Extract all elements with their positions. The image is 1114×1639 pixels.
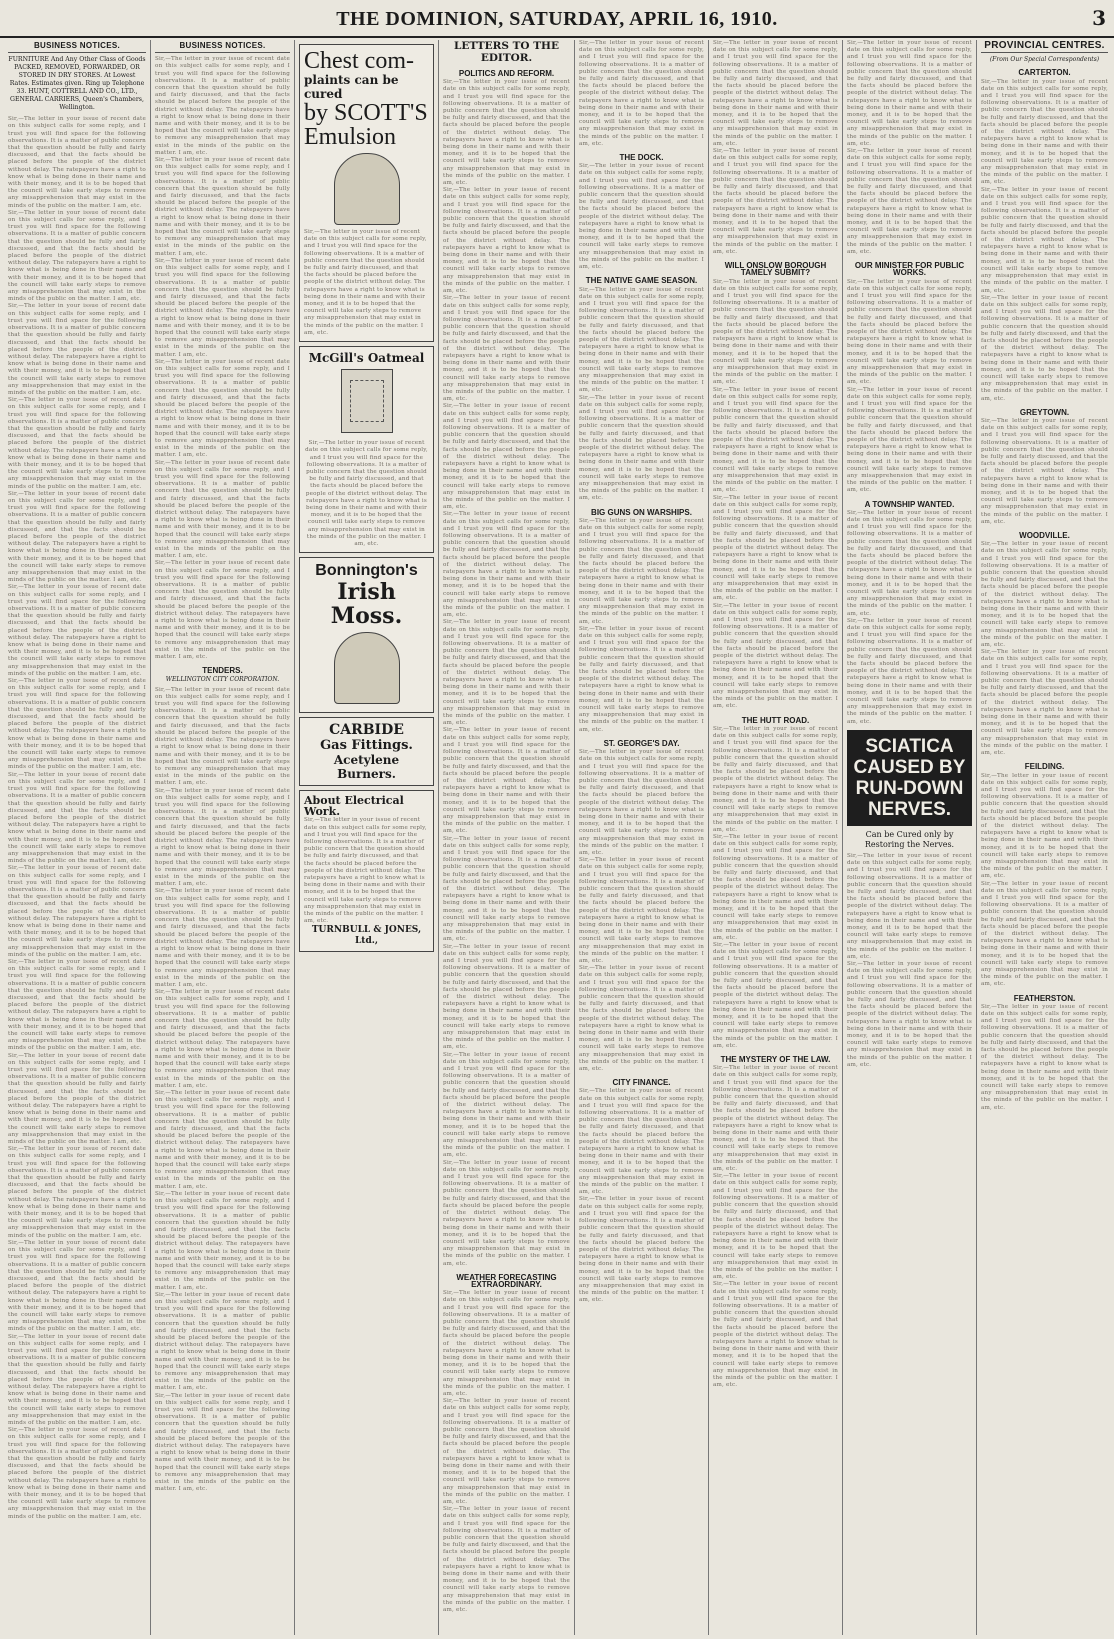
section-heading: BIG GUNS ON WARSHIPS. <box>591 507 692 517</box>
ad-subheading: Can be Cured only by Restoring the Nerves. <box>864 829 955 849</box>
section-heading: WILL ONSLOW BOROUGH TAMELY SUBMIT? <box>724 261 827 278</box>
column-1 <box>4 40 150 1635</box>
article-text: Sir,—The letter in your issue of recent date on this subject calls for some reply, and I trust you will find space for the following observations. It is a matter of public concern that the question should be fully and fairly discussed, and that the facts should be placed before the people of the district without delay. The ratepayers have a right to know what is being done in their name and with their money, and it is to be hoped that the council will take early steps to remove any misapprehension that may exist in the minds of the public on the matter. I am, etc. <box>443 1506 570 1614</box>
ad-headline: Emulsion <box>304 124 397 150</box>
article-text: Sir,—The letter in your issue of recent date on this subject calls for some reply, and I trust you will find space for the following observations. It is a matter of public concern that the question should be fully and fairly discussed, and that the facts should be placed before the people of the district without delay. The ratepayers have a right to know what is being done in their name and with their money, and it is to be hoped that the council will take early steps to remove any misapprehension that may exist in the minds of the public on the matter. I am, etc. <box>847 386 972 494</box>
article-text: Sir,—The letter in your issue of recent date on this subject calls for some reply, and I trust you will find space for the following observations. It is a matter of public concern that the question should be fully and fairly discussed, and that the facts should be placed before the people of the district without delay. The ratepayers have a right to know what is being done in their name and with their money, and it is to be hoped that the council will take early steps to remove any misapprehension that may exist in the minds of the public on the matter. I am, etc. <box>579 1088 704 1196</box>
classified-text: Sir,—The letter in your issue of recent date on this subject calls for some reply, and I trust you will find space for the following observations. It is a matter of public concern that the question should be fully and fairly discussed, and that the facts should be placed before the people of the district without delay. The ratepayers have a right to know what is being done in their name and with their money, and it is to be hoped that the council will take early steps to remove any misapprehension that may exist in the minds of the public on the matter. I am, etc. <box>8 1427 146 1520</box>
column-7 <box>842 40 976 1635</box>
article-text: Sir,—The letter in your issue of recent date on this subject calls for some reply, and I trust you will find space for the following observations. It is a matter of public concern that the question should be fully and fairly discussed, and that the facts should be placed before the people of the district without delay. The ratepayers have a right to know what is being done in their name and with their money, and it is to be hoped that the council will take early steps to remove any misapprehension that may exist in the minds of the public on the matter. I am, etc. <box>713 725 838 833</box>
article-text: Sir,—The letter in your issue of recent date on this subject calls for some reply, and I trust you will find space for the following observations. It is a matter of public concern that the question should be fully and fairly discussed, and that the facts should be placed before the people of the district without delay. The ratepayers have a right to know what is being done in their name and with their money, and it is to be hoped that the council will take early steps to remove any misapprehension that may exist in the minds of the public on the matter. I am, etc. <box>443 619 570 727</box>
article-text: Sir,—The letter in your issue of recent date on this subject calls for some reply, and I trust you will find space for the following observations. It is a matter of public concern that the question should be fully and fairly discussed, and that the facts should be placed before the people of the district without delay. The ratepayers have a right to know what is being done in their name and with their money, and it is to be hoped that the council will take early steps to remove any misapprehension that may exist in the minds of the public on the matter. I am, etc. <box>847 40 972 147</box>
column-5 <box>574 40 708 1635</box>
tenders-heading: TENDERS. <box>202 666 243 676</box>
tender-text: Sir,—The letter in your issue of recent date on this subject calls for some reply, and I trust you will find space for the following observations. It is a matter of public concern that the question should be fully and fairly discussed, and that the facts should be placed before the people of the district without delay. The ratepayers have a right to know what is being done in their name and with their money, and it is to be hoped that the council will take early steps to remove any misapprehension that may exist in the minds of the public on the matter. I am, etc. <box>155 686 290 787</box>
article-text: Sir,—The letter in your issue of recent date on this subject calls for some reply, and I trust you will find space for the following observations. It is a matter of public concern that the question should be fully and fairly discussed, and that the facts should be placed before the people of the district without delay. The ratepayers have a right to know what is being done in their name and with their money, and it is to be hoped that the council will take early steps to remove any misapprehension that may exist in the minds of the public on the matter. I am, etc. <box>713 833 838 941</box>
classified-text: Sir,—The letter in your issue of recent date on this subject calls for some reply, and I trust you will find space for the following observations. It is a matter of public concern that the question should be fully and fairly discussed, and that the facts should be placed before the people of the district without delay. The ratepayers have a right to know what is being done in their name and with their money, and it is to be hoped that the council will take early steps to remove any misapprehension that may exist in the minds of the public on the matter. I am, etc. <box>155 459 290 560</box>
masthead <box>0 0 1114 38</box>
section-heading: THE MYSTERY OF THE LAW. <box>720 1055 831 1065</box>
mcgills-oatmeal-ad <box>299 346 434 553</box>
article-text: Sir,—The letter in your issue of recent date on this subject calls for some reply, and I trust you will find space for the following observations. It is a matter of public concern that the question should be fully and fairly discussed, and that the facts should be placed before the people of the district without delay. The ratepayers have a right to know what is being done in their name and with their money, and it is to be hoped that the council will take early steps to remove any misapprehension that may exist in the minds of the public on the matter. I am, etc. <box>981 541 1108 649</box>
ad-title: About Electrical Work. <box>304 794 404 819</box>
ad-firm: TURNBULL & JONES, Ltd., <box>311 925 422 947</box>
classified-text: Sir,—The letter in your issue of recent date on this subject calls for some reply, and I trust you will find space for the following observations. It is a matter of public concern that the question should be fully and fairly discussed, and that the facts should be placed before the people of the district without delay. The ratepayers have a right to know what is being done in their name and with their money, and it is to be hoped that the council will take early steps to remove any misapprehension that may exist in the minds of the public on the matter. I am, etc. <box>155 358 290 459</box>
oatmeal-packet-icon <box>341 369 393 433</box>
article-text: Sir,—The letter in your issue of recent date on this subject calls for some reply, and I trust you will find space for the following observations. It is a matter of public concern that the question should be fully and fairly discussed, and that the facts should be placed before the people of the district without delay. The ratepayers have a right to know what is being done in their name and with their money, and it is to be hoped that the council will take early steps to remove any misapprehension that may exist in the minds of the public on the matter. I am, etc. <box>443 1051 570 1159</box>
classified-text: Sir,—The letter in your issue of recent date on this subject calls for some reply, and I trust you will find space for the following observations. It is a matter of public concern that the question should be fully and fairly discussed, and that the facts should be placed before the people of the district without delay. The ratepayers have a right to know what is being done in their name and with their money, and it is to be hoped that the council will take early steps to remove any misapprehension that may exist in the minds of the public on the matter. I am, etc. <box>155 257 290 358</box>
article-text: Sir,—The letter in your issue of recent date on this subject calls for some reply, and I trust you will find space for the following observations. It is a matter of public concern that the question should be fully and fairly discussed, and that the facts should be placed before the people of the district without delay. The ratepayers have a right to know what is being done in their name and with their money, and it is to be hoped that the council will take early steps to remove any misapprehension that may exist in the minds of the public on the matter. I am, etc. <box>713 494 838 602</box>
electrical-work-ad <box>299 790 434 952</box>
provincial-heading: PROVINCIAL CENTRES. <box>981 40 1108 53</box>
newspaper-title: THE DOMINION, SATURDAY, APRIL 16, 1910. <box>336 7 778 30</box>
section-heading: ST. GEORGE'S DAY. <box>603 738 680 748</box>
column-6 <box>708 40 842 1635</box>
ad-headline: RUN-DOWN NERVES. <box>855 777 964 820</box>
classified-text: Sir,—The letter in your issue of recent date on this subject calls for some reply, and I trust you will find space for the following observations. It is a matter of public concern that the question should be fully and fairly discussed, and that the facts should be placed before the people of the district without delay. The ratepayers have a right to know what is being done in their name and with their money, and it is to be hoped that the council will take early steps to remove any misapprehension that may exist in the minds of the public on the matter. I am, etc. <box>8 678 146 771</box>
classified-text: Sir,—The letter in your issue of recent date on this subject calls for some reply, and I trust you will find space for the following observations. It is a matter of public concern that the question should be fully and fairly discussed, and that the facts should be placed before the people of the district without delay. The ratepayers have a right to know what is being done in their name and with their money, and it is to be hoped that the council will take early steps to remove any misapprehension that may exist in the minds of the public on the matter. I am, etc. <box>8 584 146 677</box>
section-heading: OUR MINISTER FOR PUBLIC WORKS. <box>854 261 965 278</box>
scotts-emulsion-ad <box>299 44 434 342</box>
ad-title: Bonnington's <box>315 562 418 580</box>
article-text: Sir,—The letter in your issue of recent date on this subject calls for some reply, and I trust you will find space for the following observations. It is a matter of public concern that the question should be fully and fairly discussed, and that the facts should be placed before the people of the district without delay. The ratepayers have a right to know what is being done in their name and with their money, and it is to be hoped that the council will take early steps to remove any misapprehension that may exist in the minds of the public on the matter. I am, etc. <box>713 148 838 255</box>
ad-title: McGill's Oatmeal <box>308 351 425 366</box>
tender-text: Sir,—The letter in your issue of recent date on this subject calls for some reply, and I trust you will find space for the following observations. It is a matter of public concern that the question should be fully and fairly discussed, and that the facts should be placed before the people of the district without delay. The ratepayers have a right to know what is being done in their name and with their money, and it is to be hoped that the council will take early steps to remove any misapprehension that may exist in the minds of the public on the matter. I am, etc. <box>155 1190 290 1291</box>
masthead-rule <box>0 36 1114 38</box>
column-2 <box>150 40 294 1635</box>
section-heading: FEILDING. <box>1024 762 1065 772</box>
furniture-notice: FURNITURE And Any Other Class of Goods PACKED, REMOVED, FORWARDED, OR STORED IN DRY STORES. At Lowest Rates. Estimates given. Ring up Telephone 33. HUNT, COTTRELL AND CO., LTD., GENERAL CARRIERS, Queen's Chambers, Wellington. <box>8 56 146 112</box>
article-text: Sir,—The letter in your issue of recent date on this subject calls for some reply, and I trust you will find space for the following observations. It is a matter of public concern that the question should be fully and fairly discussed, and that the facts should be placed before the people of the district without delay. The ratepayers have a right to know what is being done in their name and with their money, and it is to be hoped that the council will take early steps to remove any misapprehension that may exist in the minds of the public on the matter. I am, etc. <box>847 617 972 725</box>
ad-text: Sir,—The letter in your issue of recent date on this subject calls for some reply, and I trust you will find space for the following observations. It is a matter of public concern that the question should be fully and fairly discussed, and that the facts should be placed before the people of the district without delay. The ratepayers have a right to know what is being done in their name and with their money, and it is to be hoped that the council will take early steps to remove any misapprehension that may exist in the minds of the public on the matter. I am, etc. <box>847 960 972 1068</box>
ad-text: Sir,—The letter in your issue of recent date on this subject calls for some reply, and I trust you will find space for the following observations. It is a matter of public concern that the question should be fully and fairly discussed, and that the facts should be placed before the people of the district without delay. The ratepayers have a right to know what is being done in their name and with their money, and it is to be hoped that the council will take early steps to remove any misapprehension that may exist in the minds of the public on the matter. I am, etc. <box>304 817 427 925</box>
column-3-adverts <box>294 40 438 1635</box>
provincial-subheading: (From Our Special Correspondents) <box>989 56 1100 64</box>
article-text: Sir,—The letter in your issue of recent date on this subject calls for some reply, and I trust you will find space for the following observations. It is a matter of public concern that the question should be fully and fairly discussed, and that the facts should be placed before the people of the district without delay. The ratepayers have a right to know what is being done in their name and with their money, and it is to be hoped that the council will take early steps to remove any misapprehension that may exist in the minds of the public on the matter. I am, etc. <box>981 78 1108 186</box>
article-text: Sir,—The letter in your issue of recent date on this subject calls for some reply, and I trust you will find space for the following observations. It is a matter of public concern that the question should be fully and fairly discussed, and that the facts should be placed before the people of the district without delay. The ratepayers have a right to know what is being done in their name and with their money, and it is to be hoped that the council will take early steps to remove any misapprehension that may exist in the minds of the public on the matter. I am, etc. <box>579 965 704 1073</box>
ad-text: Sir,—The letter in your issue of recent date on this subject calls for some reply, and I trust you will find space for the following observations. It is a matter of public concern that the question should be fully and fairly discussed, and that the facts should be placed before the people of the district without delay. The ratepayers have a right to know what is being done in their name and with their money, and it is to be hoped that the council will take early steps to remove any misapprehension that may exist in the minds of the public on the matter. I am, etc. <box>305 440 428 548</box>
section-heading: CARTERTON. <box>1018 68 1071 78</box>
classified-text: Sir,—The letter in your issue of recent date on this subject calls for some reply, and I trust you will find space for the following observations. It is a matter of public concern that the question should be fully and fairly discussed, and that the facts should be placed before the people of the district without delay. The ratepayers have a right to know what is being done in their name and with their money, and it is to be hoped that the council will take early steps to remove any misapprehension that may exist in the minds of the public on the matter. I am, etc. <box>155 56 290 156</box>
classified-text: Sir,—The letter in your issue of recent date on this subject calls for some reply, and I trust you will find space for the following observations. It is a matter of public concern that the question should be fully and fairly discussed, and that the facts should be placed before the people of the district without delay. The ratepayers have a right to know what is being done in their name and with their money, and it is to be hoped that the council will take early steps to remove any misapprehension that may exist in the minds of the public on the matter. I am, etc. <box>155 157 290 257</box>
article-text: Sir,—The letter in your issue of recent date on this subject calls for some reply, and I trust you will find space for the following observations. It is a matter of public concern that the question should be fully and fairly discussed, and that the facts should be placed before the people of the district without delay. The ratepayers have a right to know what is being done in their name and with their money, and it is to be hoped that the council will take early steps to remove any misapprehension that may exist in the minds of the public on the matter. I am, etc. <box>443 727 570 835</box>
classified-text: Sir,—The letter in your issue of recent date on this subject calls for some reply, and I trust you will find space for the following observations. It is a matter of public concern that the question should be fully and fairly discussed, and that the facts should be placed before the people of the district without delay. The ratepayers have a right to know what is being done in their name and with their money, and it is to be hoped that the council will take early steps to remove any misapprehension that may exist in the minds of the public on the matter. I am, etc. <box>8 397 146 490</box>
tenders-subheading: WELLINGTON CITY CORPORATION. <box>165 676 280 684</box>
article-text: Sir,—The letter in your issue of recent date on this subject calls for some reply, and I trust you will find space for the following observations. It is a matter of public concern that the question should be fully and fairly discussed, and that the facts should be placed before the people of the district without delay. The ratepayers have a right to know what is being done in their name and with their money, and it is to be hoped that the council will take early steps to remove any misapprehension that may exist in the minds of the public on the matter. I am, etc. <box>579 749 704 856</box>
section-heading: CITY FINANCE. <box>612 1078 671 1088</box>
article-text: Sir,—The letter in your issue of recent date on this subject calls for some reply, and I trust you will find space for the following observations. It is a matter of public concern that the question should be fully and fairly discussed, and that the facts should be placed before the people of the district without delay. The ratepayers have a right to know what is being done in their name and with their money, and it is to be hoped that the council will take early steps to remove any misapprehension that may exist in the minds of the public on the matter. I am, etc. <box>579 625 704 733</box>
classified-text: Sir,—The letter in your issue of recent date on this subject calls for some reply, and I trust you will find space for the following observations. It is a matter of public concern that the question should be fully and fairly discussed, and that the facts should be placed before the people of the district without delay. The ratepayers have a right to know what is being done in their name and with their money, and it is to be hoped that the council will take early steps to remove any misapprehension that may exist in the minds of the public on the matter. I am, etc. <box>8 1333 146 1426</box>
article-text: Sir,—The letter in your issue of recent date on this subject calls for some reply, and I trust you will find space for the following observations. It is a matter of public concern that the question should be fully and fairly discussed, and that the facts should be placed before the people of the district without delay. The ratepayers have a right to know what is being done in their name and with their money, and it is to be hoped that the council will take early steps to remove any misapprehension that may exist in the minds of the public on the matter. I am, etc. <box>443 835 570 943</box>
classified-text: Sir,—The letter in your issue of recent date on this subject calls for some reply, and I trust you will find space for the following observations. It is a matter of public concern that the question should be fully and fairly discussed, and that the facts should be placed before the people of the district without delay. The ratepayers have a right to know what is being done in their name and with their money, and it is to be hoped that the council will take early steps to remove any misapprehension that may exist in the minds of the public on the matter. I am, etc. <box>8 116 146 209</box>
classified-text: Sir,—The letter in your issue of recent date on this subject calls for some reply, and I trust you will find space for the following observations. It is a matter of public concern that the question should be fully and fairly discussed, and that the facts should be placed before the people of the district without delay. The ratepayers have a right to know what is being done in their name and with their money, and it is to be hoped that the council will take early steps to remove any misapprehension that may exist in the minds of the public on the matter. I am, etc. <box>8 1239 146 1333</box>
article-text: Sir,—The letter in your issue of recent date on this subject calls for some reply, and I trust you will find space for the following observations. It is a matter of public concern that the question should be fully and fairly discussed, and that the facts should be placed before the people of the district without delay. The ratepayers have a right to know what is being done in their name and with their money, and it is to be hoped that the council will take early steps to remove any misapprehension that may exist in the minds of the public on the matter. I am, etc. <box>713 1281 838 1389</box>
article-text: Sir,—The letter in your issue of recent date on this subject calls for some reply, and I trust you will find space for the following observations. It is a matter of public concern that the question should be fully and fairly discussed, and that the facts should be placed before the people of the district without delay. The ratepayers have a right to know what is being done in their name and with their money, and it is to be hoped that the council will take early steps to remove any misapprehension that may exist in the minds of the public on the matter. I am, etc. <box>579 857 704 964</box>
article-text: Sir,—The letter in your issue of recent date on this subject calls for some reply, and I trust you will find space for the following observations. It is a matter of public concern that the question should be fully and fairly discussed, and that the facts should be placed before the people of the district without delay. The ratepayers have a right to know what is being done in their name and with their money, and it is to be hoped that the council will take early steps to remove any misapprehension that may exist in the minds of the public on the matter. I am, etc. <box>579 1196 704 1304</box>
article-text: Sir,—The letter in your issue of recent date on this subject calls for some reply, and I trust you will find space for the following observations. It is a matter of public concern that the question should be fully and fairly discussed, and that the facts should be placed before the people of the district without delay. The ratepayers have a right to know what is being done in their name and with their money, and it is to be hoped that the council will take early steps to remove any misapprehension that may exist in the minds of the public on the matter. I am, etc. <box>443 403 570 511</box>
article-text: Sir,—The letter in your issue of recent date on this subject calls for some reply, and I trust you will find space for the following observations. It is a matter of public concern that the question should be fully and fairly discussed, and that the facts should be placed before the people of the district without delay. The ratepayers have a right to know what is being done in their name and with their money, and it is to be hoped that the council will take early steps to remove any misapprehension that may exist in the minds of the public on the matter. I am, etc. <box>579 163 704 271</box>
carbide-gas-fittings-ad <box>299 717 434 786</box>
tender-text: Sir,—The letter in your issue of recent date on this subject calls for some reply, and I trust you will find space for the following observations. It is a matter of public concern that the question should be fully and fairly discussed, and that the facts should be placed before the people of the district without delay. The ratepayers have a right to know what is being done in their name and with their money, and it is to be hoped that the council will take early steps to remove any misapprehension that may exist in the minds of the public on the matter. I am, etc. <box>155 1392 290 1493</box>
ad-line: Acetylene Burners. <box>333 753 400 782</box>
article-text: Sir,—The letter in your issue of recent date on this subject calls for some reply, and I trust you will find space for the following observations. It is a matter of public concern that the question should be fully and fairly discussed, and that the facts should be placed before the people of the district without delay. The ratepayers have a right to know what is being done in their name and with their money, and it is to be hoped that the council will take early steps to remove any misapprehension that may exist in the minds of the public on the matter. I am, etc. <box>713 1173 838 1281</box>
letters-heading: LETTERS TO THE EDITOR. <box>454 40 559 64</box>
article-text: Sir,—The letter in your issue of recent date on this subject calls for some reply, and I trust you will find space for the following observations. It is a matter of public concern that the question should be fully and fairly discussed, and that the facts should be placed before the people of the district without delay. The ratepayers have a right to know what is being done in their name and with their money, and it is to be hoped that the council will take early steps to remove any misapprehension that may exist in the minds of the public on the matter. I am, etc. <box>847 278 972 386</box>
section-heading: POLITICS AND REFORM. <box>458 69 555 78</box>
classified-text: Sir,—The letter in your issue of recent date on this subject calls for some reply, and I trust you will find space for the following observations. It is a matter of public concern that the question should be fully and fairly discussed, and that the facts should be placed before the people of the district without delay. The ratepayers have a right to know what is being done in their name and with their money, and it is to be hoped that the council will take early steps to remove any misapprehension that may exist in the minds of the public on the matter. I am, etc. <box>8 1146 146 1239</box>
advert-illustration <box>334 632 400 704</box>
article-text: Sir,—The letter in your issue of recent date on this subject calls for some reply, and I trust you will find space for the following observations. It is a matter of public concern that the question should be fully and fairly discussed, and that the facts should be placed before the people of the district without delay. The ratepayers have a right to know what is being done in their name and with their money, and it is to be hoped that the council will take early steps to remove any misapprehension that may exist in the minds of the public on the matter. I am, etc. <box>713 602 838 710</box>
page-number: 3 <box>1092 6 1106 30</box>
ad-headline: SCIATICA CAUSED BY <box>853 735 966 778</box>
tender-text: Sir,—The letter in your issue of recent date on this subject calls for some reply, and I trust you will find space for the following observations. It is a matter of public concern that the question should be fully and fairly discussed, and that the facts should be placed before the people of the district without delay. The ratepayers have a right to know what is being done in their name and with their money, and it is to be hoped that the council will take early steps to remove any misapprehension that may exist in the minds of the public on the matter. I am, etc. <box>155 1090 290 1190</box>
article-text: Sir,—The letter in your issue of recent date on this subject calls for some reply, and I trust you will find space for the following observations. It is a matter of public concern that the question should be fully and fairly discussed, and that the facts should be placed before the people of the district without delay. The ratepayers have a right to know what is being done in their name and with their money, and it is to be hoped that the council will take early steps to remove any misapprehension that may exist in the minds of the public on the matter. I am, etc. <box>443 1290 570 1397</box>
tender-text: Sir,—The letter in your issue of recent date on this subject calls for some reply, and I trust you will find space for the following observations. It is a matter of public concern that the question should be fully and fairly discussed, and that the facts should be placed before the people of the district without delay. The ratepayers have a right to know what is being done in their name and with their money, and it is to be hoped that the council will take early steps to remove any misapprehension that may exist in the minds of the public on the matter. I am, etc. <box>155 1291 290 1392</box>
article-text: Sir,—The letter in your issue of recent date on this subject calls for some reply, and I trust you will find space for the following observations. It is a matter of public concern that the question should be fully and fairly discussed, and that the facts should be placed before the people of the district without delay. The ratepayers have a right to know what is being done in their name and with their money, and it is to be hoped that the council will take early steps to remove any misapprehension that may exist in the minds of the public on the matter. I am, etc. <box>579 517 704 625</box>
ad-headline: plaints can be cured <box>304 73 399 101</box>
classified-text: Sir,—The letter in your issue of recent date on this subject calls for some reply, and I trust you will find space for the following observations. It is a matter of public concern that the question should be fully and fairly discussed, and that the facts should be placed before the people of the district without delay. The ratepayers have a right to know what is being done in their name and with their money, and it is to be hoped that the council will take early steps to remove any misapprehension that may exist in the minds of the public on the matter. I am, etc. <box>8 209 146 303</box>
ad-text: Sir,—The letter in your issue of recent date on this subject calls for some reply, and I trust you will find space for the following observations. It is a matter of public concern that the question should be fully and fairly discussed, and that the facts should be placed before the people of the district without delay. The ratepayers have a right to know what is being done in their name and with their money, and it is to be hoped that the council will take early steps to remove any misapprehension that may exist in the minds of the public on the matter. I am, etc. <box>304 229 427 336</box>
section-heading: WOODVILLE. <box>1019 531 1070 540</box>
article-text: Sir,—The letter in your issue of recent date on this subject calls for some reply, and I trust you will find space for the following observations. It is a matter of public concern that the question should be fully and fairly discussed, and that the facts should be placed before the people of the district without delay. The ratepayers have a right to know what is being done in their name and with their money, and it is to be hoped that the council will take early steps to remove any misapprehension that may exist in the minds of the public on the matter. I am, etc. <box>443 511 570 619</box>
sciatica-ad-headline <box>847 730 972 826</box>
classified-text: Sir,—The letter in your issue of recent date on this subject calls for some reply, and I trust you will find space for the following observations. It is a matter of public concern that the question should be fully and fairly discussed, and that the facts should be placed before the people of the district without delay. The ratepayers have a right to know what is being done in their name and with their money, and it is to be hoped that the council will take early steps to remove any misapprehension that may exist in the minds of the public on the matter. I am, etc. <box>8 958 146 1052</box>
ad-headline: by SCOTT'S <box>304 100 428 126</box>
ad-text: Sir,—The letter in your issue of recent date on this subject calls for some reply, and I trust you will find space for the following observations. It is a matter of public concern that the question should be fully and fairly discussed, and that the facts should be placed before the people of the district without delay. The ratepayers have a right to know what is being done in their name and with their money, and it is to be hoped that the council will take early steps to remove any misapprehension that may exist in the minds of the public on the matter. I am, etc. <box>847 852 972 960</box>
bonningtons-irish-moss-ad <box>299 557 434 713</box>
article-text: Sir,—The letter in your issue of recent date on this subject calls for some reply, and I trust you will find space for the following observations. It is a matter of public concern that the question should be fully and fairly discussed, and that the facts should be placed before the people of the district without delay. The ratepayers have a right to know what is being done in their name and with their money, and it is to be hoped that the council will take early steps to remove any misapprehension that may exist in the minds of the public on the matter. I am, etc. <box>713 386 838 494</box>
article-text: Sir,—The letter in your issue of recent date on this subject calls for some reply, and I trust you will find space for the following observations. It is a matter of public concern that the question should be fully and fairly discussed, and that the facts should be placed before the people of the district without delay. The ratepayers have a right to know what is being done in their name and with their money, and it is to be hoped that the council will take early steps to remove any misapprehension that may exist in the minds of the public on the matter. I am, etc. <box>713 941 838 1049</box>
ad-line: Gas Fittings. <box>320 738 413 754</box>
classified-text: Sir,—The letter in your issue of recent date on this subject calls for some reply, and I trust you will find space for the following observations. It is a matter of public concern that the question should be fully and fairly discussed, and that the facts should be placed before the people of the district without delay. The ratepayers have a right to know what is being done in their name and with their money, and it is to be hoped that the council will take early steps to remove any misapprehension that may exist in the minds of the public on the matter. I am, etc. <box>8 303 146 396</box>
tender-text: Sir,—The letter in your issue of recent date on this subject calls for some reply, and I trust you will find space for the following observations. It is a matter of public concern that the question should be fully and fairly discussed, and that the facts should be placed before the people of the district without delay. The ratepayers have a right to know what is being done in their name and with their money, and it is to be hoped that the council will take early steps to remove any misapprehension that may exist in the minds of the public on the matter. I am, etc. <box>155 888 290 988</box>
ad-headline: Chest com- <box>304 48 414 74</box>
article-text: Sir,—The letter in your issue of recent date on this subject calls for some reply, and I trust you will find space for the following observations. It is a matter of public concern that the question should be fully and fairly discussed, and that the facts should be placed before the people of the district without delay. The ratepayers have a right to know what is being done in their name and with their money, and it is to be hoped that the council will take early steps to remove any misapprehension that may exist in the minds of the public on the matter. I am, etc. <box>981 186 1108 294</box>
ad-title: CARBIDE <box>329 722 404 739</box>
section-heading: THE NATIVE GAME SEASON. <box>585 276 698 286</box>
article-text: Sir,—The letter in your issue of recent date on this subject calls for some reply, and I trust you will find space for the following observations. It is a matter of public concern that the question should be fully and fairly discussed, and that the facts should be placed before the people of the district without delay. The ratepayers have a right to know what is being done in their name and with their money, and it is to be hoped that the council will take early steps to remove any misapprehension that may exist in the minds of the public on the matter. I am, etc. <box>579 394 704 502</box>
advert-illustration <box>334 153 400 225</box>
column-1-heading: BUSINESS NOTICES. <box>8 40 146 53</box>
tender-text: Sir,—The letter in your issue of recent date on this subject calls for some reply, and I trust you will find space for the following observations. It is a matter of public concern that the question should be fully and fairly discussed, and that the facts should be placed before the people of the district without delay. The ratepayers have a right to know what is being done in their name and with their money, and it is to be hoped that the council will take early steps to remove any misapprehension that may exist in the minds of the public on the matter. I am, etc. <box>155 787 290 888</box>
section-heading: FEATHERSTON. <box>1013 993 1076 1003</box>
classified-text: Sir,—The letter in your issue of recent date on this subject calls for some reply, and I trust you will find space for the following observations. It is a matter of public concern that the question should be fully and fairly discussed, and that the facts should be placed before the people of the district without delay. The ratepayers have a right to know what is being done in their name and with their money, and it is to be hoped that the council will take early steps to remove any misapprehension that may exist in the minds of the public on the matter. I am, etc. <box>8 490 146 584</box>
article-text: Sir,—The letter in your issue of recent date on this subject calls for some reply, and I trust you will find space for the following observations. It is a matter of public concern that the question should be fully and fairly discussed, and that the facts should be placed before the people of the district without delay. The ratepayers have a right to know what is being done in their name and with their money, and it is to be hoped that the council will take early steps to remove any misapprehension that may exist in the minds of the public on the matter. I am, etc. <box>847 148 972 255</box>
column-2-heading: BUSINESS NOTICES. <box>155 40 290 53</box>
article-text: Sir,—The letter in your issue of recent date on this subject calls for some reply, and I trust you will find space for the following observations. It is a matter of public concern that the question should be fully and fairly discussed, and that the facts should be placed before the people of the district without delay. The ratepayers have a right to know what is being done in their name and with their money, and it is to be hoped that the council will take early steps to remove any misapprehension that may exist in the minds of the public on the matter. I am, etc. <box>443 943 570 1051</box>
section-heading: THE DOCK. <box>619 153 664 163</box>
section-heading: THE HUTT ROAD. <box>741 715 810 725</box>
article-text: Sir,—The letter in your issue of recent date on this subject calls for some reply, and I trust you will find space for the following observations. It is a matter of public concern that the question should be fully and fairly discussed, and that the facts should be placed before the people of the district without delay. The ratepayers have a right to know what is being done in their name and with their money, and it is to be hoped that the council will take early steps to remove any misapprehension that may exist in the minds of the public on the matter. I am, etc. <box>579 286 704 394</box>
article-text: Sir,—The letter in your issue of recent date on this subject calls for some reply, and I trust you will find space for the following observations. It is a matter of public concern that the question should be fully and fairly discussed, and that the facts should be placed before the people of the district without delay. The ratepayers have a right to know what is being done in their name and with their money, and it is to be hoped that the council will take early steps to remove any misapprehension that may exist in the minds of the public on the matter. I am, etc. <box>981 772 1108 880</box>
article-text: Sir,—The letter in your issue of recent date on this subject calls for some reply, and I trust you will find space for the following observations. It is a matter of public concern that the question should be fully and fairly discussed, and that the facts should be placed before the people of the district without delay. The ratepayers have a right to know what is being done in their name and with their money, and it is to be hoped that the council will take early steps to remove any misapprehension that may exist in the minds of the public on the matter. I am, etc. <box>981 417 1108 525</box>
ad-subtitle: Irish Moss. <box>330 579 403 630</box>
article-text: Sir,—The letter in your issue of recent date on this subject calls for some reply, and I trust you will find space for the following observations. It is a matter of public concern that the question should be fully and fairly discussed, and that the facts should be placed before the people of the district without delay. The ratepayers have a right to know what is being done in their name and with their money, and it is to be hoped that the council will take early steps to remove any misapprehension that may exist in the minds of the public on the matter. I am, etc. <box>981 880 1108 988</box>
article-text: Sir,—The letter in your issue of recent date on this subject calls for some reply, and I trust you will find space for the following observations. It is a matter of public concern that the question should be fully and fairly discussed, and that the facts should be placed before the people of the district without delay. The ratepayers have a right to know what is being done in their name and with their money, and it is to be hoped that the council will take early steps to remove any misapprehension that may exist in the minds of the public on the matter. I am, etc. <box>443 1159 570 1267</box>
section-heading: WEATHER FORECASTING EXTRAORDINARY. <box>456 1272 557 1289</box>
article-text: Sir,—The letter in your issue of recent date on this subject calls for some reply, and I trust you will find space for the following observations. It is a matter of public concern that the question should be fully and fairly discussed, and that the facts should be placed before the people of the district without delay. The ratepayers have a right to know what is being done in their name and with their money, and it is to be hoped that the council will take early steps to remove any misapprehension that may exist in the minds of the public on the matter. I am, etc. <box>981 649 1108 757</box>
classified-text: Sir,—The letter in your issue of recent date on this subject calls for some reply, and I trust you will find space for the following observations. It is a matter of public concern that the question should be fully and fairly discussed, and that the facts should be placed before the people of the district without delay. The ratepayers have a right to know what is being done in their name and with their money, and it is to be hoped that the council will take early steps to remove any misapprehension that may exist in the minds of the public on the matter. I am, etc. <box>155 560 290 661</box>
article-text: Sir,—The letter in your issue of recent date on this subject calls for some reply, and I trust you will find space for the following observations. It is a matter of public concern that the question should be fully and fairly discussed, and that the facts should be placed before the people of the district without delay. The ratepayers have a right to know what is being done in their name and with their money, and it is to be hoped that the council will take early steps to remove any misapprehension that may exist in the minds of the public on the matter. I am, etc. <box>443 187 570 295</box>
article-text: Sir,—The letter in your issue of recent date on this subject calls for some reply, and I trust you will find space for the following observations. It is a matter of public concern that the question should be fully and fairly discussed, and that the facts should be placed before the people of the district without delay. The ratepayers have a right to know what is being done in their name and with their money, and it is to be hoped that the council will take early steps to remove any misapprehension that may exist in the minds of the public on the matter. I am, etc. <box>713 278 838 386</box>
article-text: Sir,—The letter in your issue of recent date on this subject calls for some reply, and I trust you will find space for the following observations. It is a matter of public concern that the question should be fully and fairly discussed, and that the facts should be placed before the people of the district without delay. The ratepayers have a right to know what is being done in their name and with their money, and it is to be hoped that the council will take early steps to remove any misapprehension that may exist in the minds of the public on the matter. I am, etc. <box>981 294 1108 402</box>
column-8 <box>976 40 1112 1635</box>
article-text: Sir,—The letter in your issue of recent date on this subject calls for some reply, and I trust you will find space for the following observations. It is a matter of public concern that the question should be fully and fairly discussed, and that the facts should be placed before the people of the district without delay. The ratepayers have a right to know what is being done in their name and with their money, and it is to be hoped that the council will take early steps to remove any misapprehension that may exist in the minds of the public on the matter. I am, etc. <box>847 509 972 617</box>
classified-text: Sir,—The letter in your issue of recent date on this subject calls for some reply, and I trust you will find space for the following observations. It is a matter of public concern that the question should be fully and fairly discussed, and that the facts should be placed before the people of the district without delay. The ratepayers have a right to know what is being done in their name and with their money, and it is to be hoped that the council will take early steps to remove any misapprehension that may exist in the minds of the public on the matter. I am, etc. <box>8 771 146 865</box>
article-text: Sir,—The letter in your issue of recent date on this subject calls for some reply, and I trust you will find space for the following observations. It is a matter of public concern that the question should be fully and fairly discussed, and that the facts should be placed before the people of the district without delay. The ratepayers have a right to know what is being done in their name and with their money, and it is to be hoped that the council will take early steps to remove any misapprehension that may exist in the minds of the public on the matter. I am, etc. <box>443 1398 570 1506</box>
article-text: Sir,—The letter in your issue of recent date on this subject calls for some reply, and I trust you will find space for the following observations. It is a matter of public concern that the question should be fully and fairly discussed, and that the facts should be placed before the people of the district without delay. The ratepayers have a right to know what is being done in their name and with their money, and it is to be hoped that the council will take early steps to remove any misapprehension that may exist in the minds of the public on the matter. I am, etc. <box>443 79 570 187</box>
article-text: Sir,—The letter in your issue of recent date on this subject calls for some reply, and I trust you will find space for the following observations. It is a matter of public concern that the question should be fully and fairly discussed, and that the facts should be placed before the people of the district without delay. The ratepayers have a right to know what is being done in their name and with their money, and it is to be hoped that the council will take early steps to remove any misapprehension that may exist in the minds of the public on the matter. I am, etc. <box>579 40 704 147</box>
tender-text: Sir,—The letter in your issue of recent date on this subject calls for some reply, and I trust you will find space for the following observations. It is a matter of public concern that the question should be fully and fairly discussed, and that the facts should be placed before the people of the district without delay. The ratepayers have a right to know what is being done in their name and with their money, and it is to be hoped that the council will take early steps to remove any misapprehension that may exist in the minds of the public on the matter. I am, etc. <box>155 989 290 1089</box>
article-text: Sir,—The letter in your issue of recent date on this subject calls for some reply, and I trust you will find space for the following observations. It is a matter of public concern that the question should be fully and fairly discussed, and that the facts should be placed before the people of the district without delay. The ratepayers have a right to know what is being done in their name and with their money, and it is to be hoped that the council will take early steps to remove any misapprehension that may exist in the minds of the public on the matter. I am, etc. <box>981 1003 1108 1111</box>
classified-text: Sir,—The letter in your issue of recent date on this subject calls for some reply, and I trust you will find space for the following observations. It is a matter of public concern that the question should be fully and fairly discussed, and that the facts should be placed before the people of the district without delay. The ratepayers have a right to know what is being done in their name and with their money, and it is to be hoped that the council will take early steps to remove any misapprehension that may exist in the minds of the public on the matter. I am, etc. <box>8 1052 146 1146</box>
section-heading: A TOWNSHIP WANTED. <box>864 499 955 509</box>
article-text: Sir,—The letter in your issue of recent date on this subject calls for some reply, and I trust you will find space for the following observations. It is a matter of public concern that the question should be fully and fairly discussed, and that the facts should be placed before the people of the district without delay. The ratepayers have a right to know what is being done in their name and with their money, and it is to be hoped that the council will take early steps to remove any misapprehension that may exist in the minds of the public on the matter. I am, etc. <box>713 40 838 147</box>
section-heading: GREYTOWN. <box>1019 407 1070 417</box>
classified-text: Sir,—The letter in your issue of recent date on this subject calls for some reply, and I trust you will find space for the following observations. It is a matter of public concern that the question should be fully and fairly discussed, and that the facts should be placed before the people of the district without delay. The ratepayers have a right to know what is being done in their name and with their money, and it is to be hoped that the council will take early steps to remove any misapprehension that may exist in the minds of the public on the matter. I am, etc. <box>8 865 146 958</box>
column-4 <box>438 40 574 1635</box>
article-text: Sir,—The letter in your issue of recent date on this subject calls for some reply, and I trust you will find space for the following observations. It is a matter of public concern that the question should be fully and fairly discussed, and that the facts should be placed before the people of the district without delay. The ratepayers have a right to know what is being done in their name and with their money, and it is to be hoped that the council will take early steps to remove any misapprehension that may exist in the minds of the public on the matter. I am, etc. <box>713 1065 838 1173</box>
article-text: Sir,—The letter in your issue of recent date on this subject calls for some reply, and I trust you will find space for the following observations. It is a matter of public concern that the question should be fully and fairly discussed, and that the facts should be placed before the people of the district without delay. The ratepayers have a right to know what is being done in their name and with their money, and it is to be hoped that the council will take early steps to remove any misapprehension that may exist in the minds of the public on the matter. I am, etc. <box>443 295 570 403</box>
